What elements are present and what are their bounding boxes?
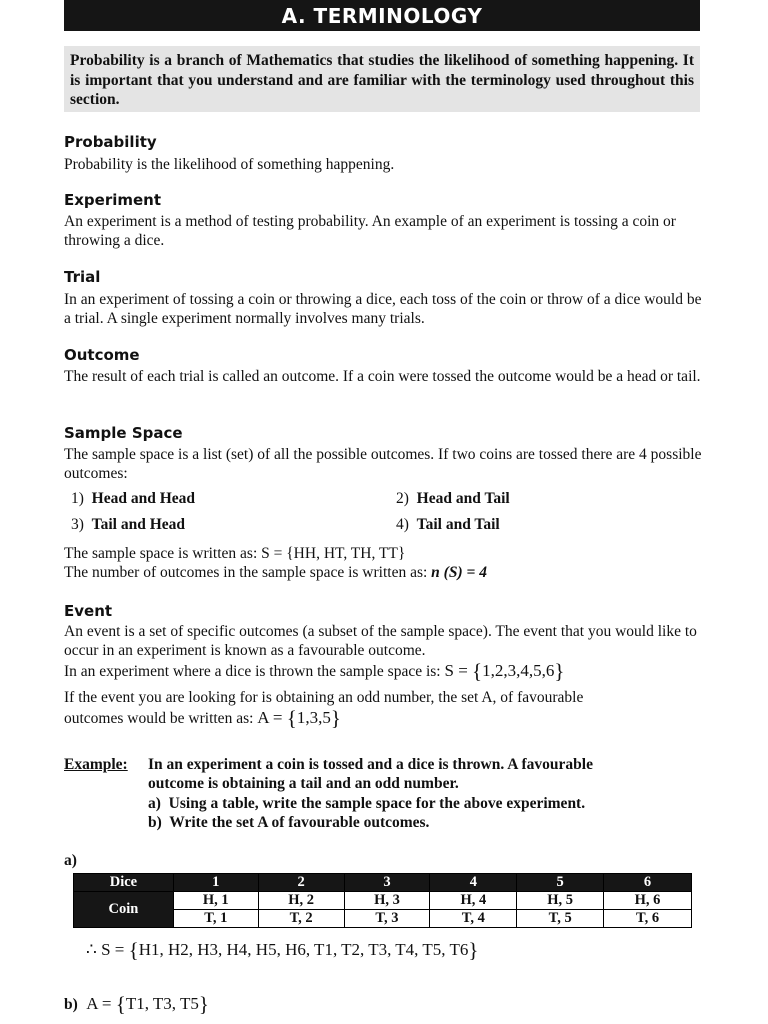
- table-cell: T, 4: [430, 910, 517, 928]
- table-cell: 2: [258, 874, 344, 892]
- text-sample-space: The sample space is a list (set) of all the possible outcomes. If two coins are tossed there are 4 possible outcomes:: [64, 446, 702, 482]
- example-question-line2: outcome is obtaining a tail and an odd number.: [148, 775, 459, 792]
- table-cell: 6: [604, 874, 692, 892]
- sample-space-table: [73, 873, 692, 928]
- table-cell: T, 6: [604, 910, 692, 928]
- answer-b: b) A = {T1, T3, T5}: [64, 992, 209, 1016]
- table-cell: H, 1: [173, 892, 258, 910]
- sample-space-notation: The sample space is written as: S = {HH, HT, TH, TT}: [64, 545, 406, 562]
- table-cell: T, 2: [258, 910, 344, 928]
- example-question-line1: In an experiment a coin is tossed and a dice is thrown. A favourable: [148, 756, 593, 773]
- heading-probability: Probability: [64, 133, 157, 151]
- sample-space-count: The number of outcomes in the sample space is written as: n (S) = 4: [64, 564, 487, 581]
- table-cell: H, 5: [517, 892, 604, 910]
- coin-header: Coin: [74, 892, 174, 928]
- list-item: 2) Head and Tail: [396, 490, 510, 507]
- answer-a-label: a): [64, 852, 77, 869]
- example-part-b: b) Write the set A of favourable outcomes.: [148, 814, 430, 831]
- dice-header: Dice: [74, 874, 174, 892]
- text-trial: In an experiment of tossing a coin or throwing a dice, each toss of the coin or throw of a dice would be a trial. A single experiment normally involves many trials.: [64, 291, 702, 327]
- table-cell: 3: [344, 874, 430, 892]
- text-experiment: An experiment is a method of testing probability. An example of an experiment is tossing a coin or throwing a dice.: [64, 213, 676, 249]
- table-cell: T, 1: [173, 910, 258, 928]
- text-event: An event is a set of specific outcomes (a subset of the sample space). The event that you would like to occur in an experiment is known as a favourable outcome.: [64, 623, 697, 659]
- sample-space-result: ∴ S = {H1, H2, H3, H4, H5, H6, T1, T2, T3, T4, T5, T6}: [86, 938, 479, 962]
- example-part-a: a) Using a table, write the sample space for the above experiment.: [148, 795, 586, 812]
- table-row: [74, 892, 692, 910]
- table-cell: H, 6: [604, 892, 692, 910]
- list-item: 4) Tail and Tail: [396, 516, 500, 533]
- example-label: Example:: [64, 756, 128, 773]
- table-cell: H, 4: [430, 892, 517, 910]
- heading-outcome: Outcome: [64, 346, 140, 364]
- table-cell: 5: [517, 874, 604, 892]
- table-cell: T, 5: [517, 910, 604, 928]
- table-cell: H, 2: [258, 892, 344, 910]
- list-item: 3) Tail and Head: [71, 516, 185, 533]
- table-cell: 4: [430, 874, 517, 892]
- section-banner: A. TERMINOLOGY: [64, 0, 700, 31]
- heading-sample-space: Sample Space: [64, 424, 183, 442]
- text-probability: Probability is the likelihood of something happening.: [64, 156, 395, 173]
- heading-trial: Trial: [64, 268, 101, 286]
- dice-sample-space: In an experiment where a dice is thrown the sample space is: S = {1,2,3,4,5,6}: [64, 659, 565, 683]
- odd-event-text: If the event you are looking for is obtaining an odd number, the set A, of favourable: [64, 689, 584, 706]
- text-outcome: The result of each trial is called an outcome. If a coin were tossed the outcome would be a head or tail.: [64, 368, 701, 385]
- intro-box: Probability is a branch of Mathematics that studies the likelihood of something happening. It is important that you understand and are familiar with the terminology used throughout this section.: [64, 46, 700, 112]
- table-cell: H, 3: [344, 892, 430, 910]
- heading-event: Event: [64, 602, 113, 620]
- table-cell: 1: [173, 874, 258, 892]
- table-cell: T, 3: [344, 910, 430, 928]
- heading-experiment: Experiment: [64, 191, 162, 209]
- table-row: [74, 874, 692, 892]
- odd-event-set: outcomes would be written as: A = {1,3,5}: [64, 706, 341, 730]
- list-item: 1) Head and Head: [71, 490, 196, 507]
